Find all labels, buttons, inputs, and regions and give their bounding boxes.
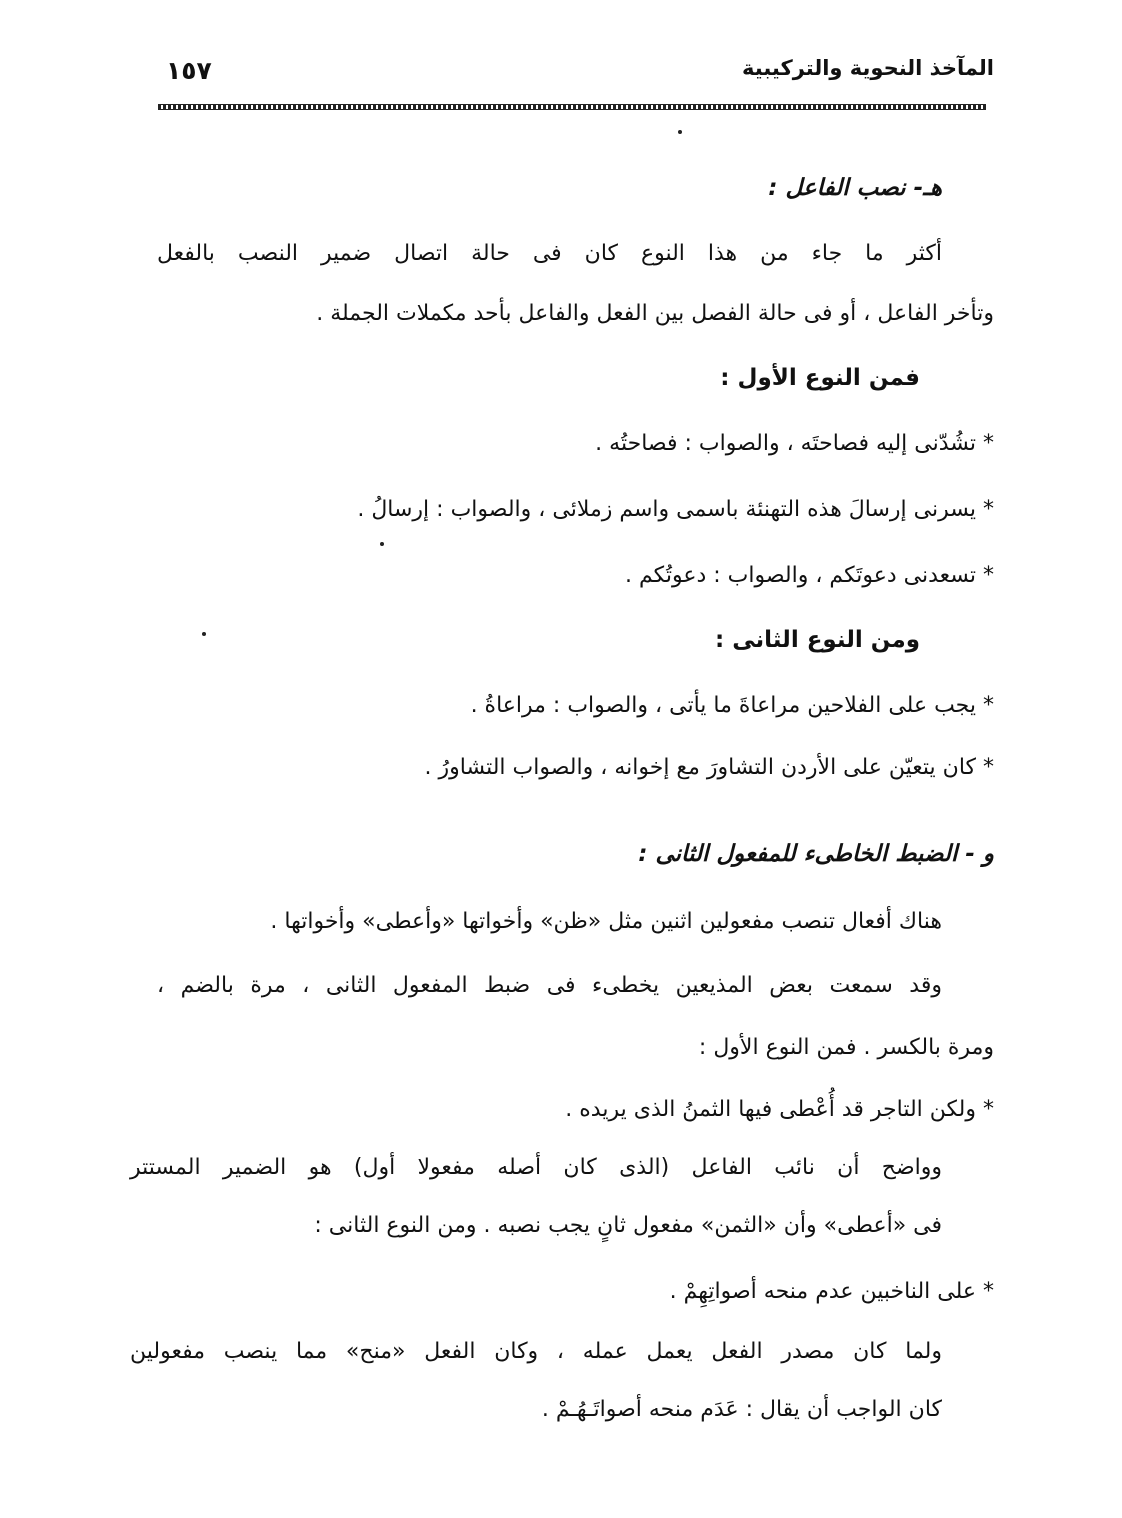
section-heading-w: و - الضبط الخاطىء للمفعول الثانى : [638,841,994,867]
paragraph-line: فى «أعطى» وأن «الثمن» مفعول ثانٍ يجب نصبه . ومن النوع الثانى : [314,1213,942,1238]
section-heading-h: هـ- نصب الفاعل : [768,175,942,201]
running-header-title: المآخذ النحوية والتركيبية [742,56,994,80]
header-rule [158,104,986,110]
example-line: * يسرنى إرسالَ هذه التهنئة باسمى واسم زملائى ، والصواب : إرسالُ . [357,497,994,522]
paragraph-line: هناك أفعال تنصب مفعولين اثنين مثل «ظن» وأخواتها «وأعطى» وأخواتها . [270,909,942,934]
example-line: * كان يتعيّن على الأردن التشاورَ مع إخوانه ، والصواب التشاورُ . [424,755,994,780]
paragraph-line: أكثر ما جاء من هذا النوع كان فى حالة اتصال ضمير النصب بالفعل [157,241,942,266]
example-line: * على الناخبين عدم منحه أصواتِهِمْ . [669,1279,994,1304]
example-line: * تشُدّنى إليه فصاحتَه ، والصواب : فصاحتُه . [595,431,994,456]
subheading-type-2: ومن النوع الثانى : [715,627,920,653]
paragraph-line: كان الواجب أن يقال : عَدَم منحه أصواتَـهُـمْ . [541,1397,942,1422]
example-line: * تسعدنى دعوتَكم ، والصواب : دعوتُكم . [625,563,994,588]
paragraph-line: وقد سمعت بعض المذيعين يخطىء فى ضبط المفعول الثانى ، مرة بالضم ، [157,973,942,998]
example-line: * يجب على الفلاحين مراعاةَ ما يأتى ، والصواب : مراعاةُ . [470,693,994,718]
subheading-type-1: فمن النوع الأول : [720,365,920,391]
speck-dot [678,130,682,134]
paragraph-line: ومرة بالكسر . فمن النوع الأول : [698,1035,994,1060]
page-number: ١٥٧ [166,56,212,85]
example-line: * ولكن التاجر قد أُعْطى فيها الثمنُ الذى يريده . [565,1097,994,1122]
paragraph-line: وواضح أن نائب الفاعل (الذى كان أصله مفعولا أول) هو الضمير المستتر [130,1155,942,1180]
paragraph-line: ولما كان مصدر الفعل يعمل عمله ، وكان الفعل «منح» مما ينصب مفعولين [130,1339,942,1364]
speck-dot [380,542,384,546]
paragraph-line: وتأخر الفاعل ، أو فى حالة الفصل بين الفعل والفاعل بأحد مكملات الجملة . [316,301,994,326]
speck-dot [202,632,206,636]
